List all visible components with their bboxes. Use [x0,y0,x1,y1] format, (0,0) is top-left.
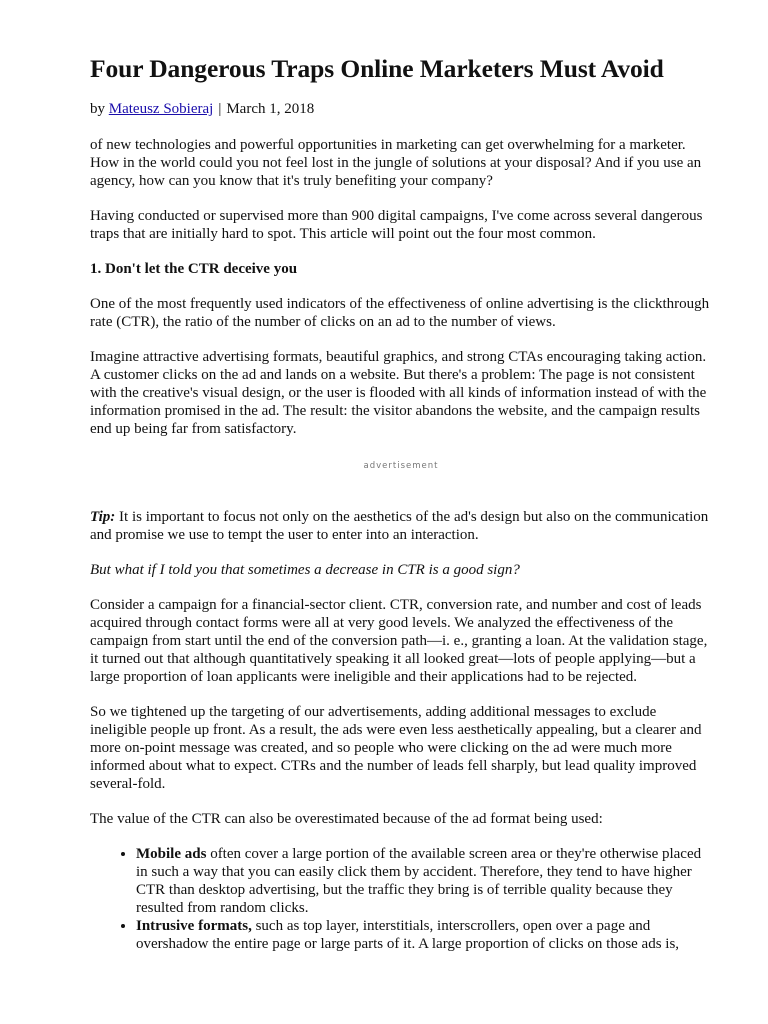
article-title: Four Dangerous Traps Online Marketers Must Avoid [90,54,664,83]
tip-label: Tip: [90,509,116,525]
tip-paragraph [90,508,712,544]
advertisement-label: advertisement [363,461,439,471]
list-item [136,917,712,953]
list-item-text: often cover a large portion of the available screen area or they're otherwise placed in such a way that you can easily click them by accident. Therefore, they tend to have higher CTR than desktop advertising, but the traffic they bring is of terrible quality because they resulted from random clicks. [136,846,702,916]
body-paragraph: Imagine attractive advertising formats, beautiful graphics, and strong CTAs encouraging taking action. A customer clicks on the ad and lands on a website. But there's a problem: The page is not consistent with the creative's visual design, or the user is flooded with all kinds of information instead of with the information promised in the ad. The result: the visitor abandons the website, and the campaign results end up being far from satisfactory. [90,349,707,437]
list-item-lead: Intrusive formats, [136,918,252,934]
body-paragraph: The value of the CTR can also be overestimated because of the ad format being used: [90,811,603,827]
section-heading: 1. Don't let the CTR deceive you [90,261,298,277]
list-item-text: such as top layer, interstitials, interscrollers, open over a page and overshadow the entire page or large parts of it. A large proportion of clicks on those ads is, [136,918,680,952]
body-paragraph: Consider a campaign for a financial-sector client. CTR, conversion rate, and number and cost of leads acquired through contact forms were all at very good levels. We analyzed the effectiveness of the campaign from start until the end of the conversion path—i. e., granting a loan. At the validation stage, it turned out that although quantitatively speaking it all looked great—lots of people applying—but a large proportion of loan applicants were ineligible and their applications had to be rejected. [90,597,708,685]
intro-paragraph: of new technologies and powerful opportunities in marketing can get overwhelming for a marketer. How in the world could you not feel lost in the jungle of solutions at your disposal? And if you use an agency, how can you know that it's truly benefiting your company? [90,137,702,189]
question-paragraph [90,561,712,579]
list-item [136,845,712,917]
question-text: But what if I told you that sometimes a decrease in CTR is a good sign? [90,562,520,578]
body-paragraph: One of the most frequently used indicators of the effectiveness of online advertising is the clickthrough rate (CTR), the ratio of the number of clicks on an ad to the number of views. [90,296,710,330]
byline-prefix: by [90,101,105,117]
publish-date: March 1, 2018 [226,101,315,117]
bullet-list [90,845,712,953]
intro-paragraph: Having conducted or supervised more than 900 digital campaigns, I've come across several dangerous traps that are initially hard to spot. This article will point out the four most common. [90,208,703,242]
author-link[interactable]: Mateusz Sobieraj [108,101,214,117]
byline [90,99,712,119]
tip-text: It is important to focus not only on the aesthetics of the ad's design but also on the communication and promise we use to tempt the user to enter into an interaction. [90,509,709,543]
body-paragraph: So we tightened up the targeting of our advertisements, adding additional messages to exclude ineligible people up front. As a result, the ads were even less aesthetically appealing, but a clearer and more on-point message was created, and so people who were clicking on the ad were much more informed about what to expect. CTRs and the number of leads fell sharply, but lead quality improved several-fold. [90,704,702,792]
article [90,52,712,953]
list-item-lead: Mobile ads [136,846,207,862]
byline-separator: | [218,101,222,117]
